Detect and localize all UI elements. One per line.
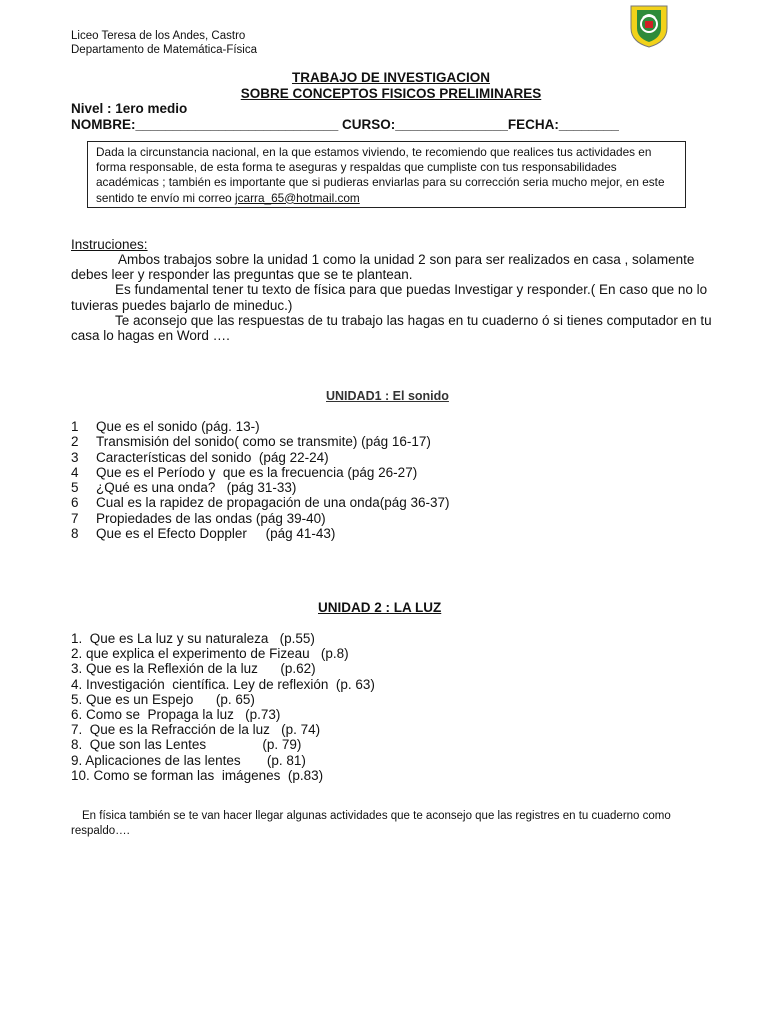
student-fields-line: NOMBRE:___________________________ CURSO:_______________FECHA:________ — [71, 117, 619, 132]
list-item: 2. que explica el experimento de Fizeau (p.8) — [71, 646, 349, 662]
instructions-paragraph-2: Es fundamental tener tu texto de física para que puedas Investigar y responder.( En caso que no lo tuvieras puedes bajarlo de mineduc.) — [71, 282, 708, 313]
list-item: 6 Cual es la rapidez de propagación de una onda(pág 36-37) — [71, 495, 450, 511]
instructions-paragraph-1: Ambos trabajos sobre la unidad 1 como la unidad 2 son para ser realizados en casa , solamente debes leer y responder las preguntas que se te plantean. — [71, 252, 695, 283]
list-item: 8 Que es el Efecto Doppler (pág 41-43) — [71, 526, 336, 542]
instructions-heading: Instruciones: — [71, 237, 148, 252]
list-item: 2 Transmisión del sonido( como se transmite) (pág 16-17) — [71, 434, 431, 450]
list-item: 1 Que es el sonido (pág. 13-) — [71, 419, 260, 434]
title-line-1: TRABAJO DE INVESTIGACION — [291, 70, 491, 85]
instructions-paragraph-3: Te aconsejo que las respuestas de tu trabajo las hagas en tu cuaderno ó si tienes computador en tu casa lo hagas en Word …. — [71, 312, 712, 344]
list-item: 1. Que es La luz y su naturaleza (p.55) — [71, 631, 315, 646]
nivel-line: Nivel : 1ero medio — [71, 101, 188, 116]
list-item: 10. Como se forman las imágenes (p.83) — [71, 767, 324, 783]
school-logo-icon — [629, 4, 669, 48]
document-title — [0, 70, 768, 102]
list-item: 7. Que es la Refracción de la luz (p. 74) — [71, 722, 321, 738]
notice-box — [87, 141, 686, 208]
unit1-question-list — [71, 419, 450, 541]
unit2-question-list — [71, 631, 375, 783]
closing-note: En física también se te van hacer llegar algunas actividades que te aconsejo que las registres en tu cuaderno como respaldo…. — [71, 810, 671, 837]
list-item: 3. Que es la Reflexión de la luz (p.62) — [71, 661, 316, 677]
list-item: 5 ¿Qué es una onda? (pág 31-33) — [71, 480, 297, 496]
notice-text: Dada la circunstancia nacional, en la que estamos viviendo, te recomiendo que realices tus actividades en forma responsable, de esta forma te aseguras y respaldas que cumpliste con tus responsabilidades académicas ; también es importante que si pudieras enviarlas para su corrección seria mucho mejor, en este sentido te envío mi correo — [96, 145, 665, 205]
list-item: 4. Investigación científica. Ley de reflexión (p. 63) — [71, 676, 375, 692]
unit1-heading: UNIDAD1 : El sonido — [326, 389, 449, 403]
department-name: Departamento de Matemática-Física — [71, 43, 257, 56]
list-item: 6. Como se Propaga la luz (p.73) — [71, 707, 281, 723]
email-link[interactable]: jcarra_65@hotmail.com — [235, 190, 360, 205]
instructions-body — [71, 252, 721, 343]
list-item: 4 Que es el Período y que es la frecuencia (pág 26-27) — [71, 464, 418, 480]
unit2-heading: UNIDAD 2 : LA LUZ — [318, 600, 442, 615]
school-header — [71, 30, 257, 57]
list-item: 8. Que son las Lentes (p. 79) — [71, 737, 302, 753]
list-item: 7 Propiedades de las ondas (pág 39-40) — [71, 510, 326, 526]
list-item: 9. Aplicaciones de las lentes (p. 81) — [71, 752, 306, 768]
list-item: 5. Que es un Espejo (p. 65) — [71, 691, 255, 707]
school-name: Liceo Teresa de los Andes, Castro — [71, 30, 246, 42]
list-item: 3 Características del sonido (pág 22-24) — [71, 449, 329, 465]
title-line-2: SOBRE CONCEPTOS FISICOS PRELIMINARES — [240, 86, 542, 101]
